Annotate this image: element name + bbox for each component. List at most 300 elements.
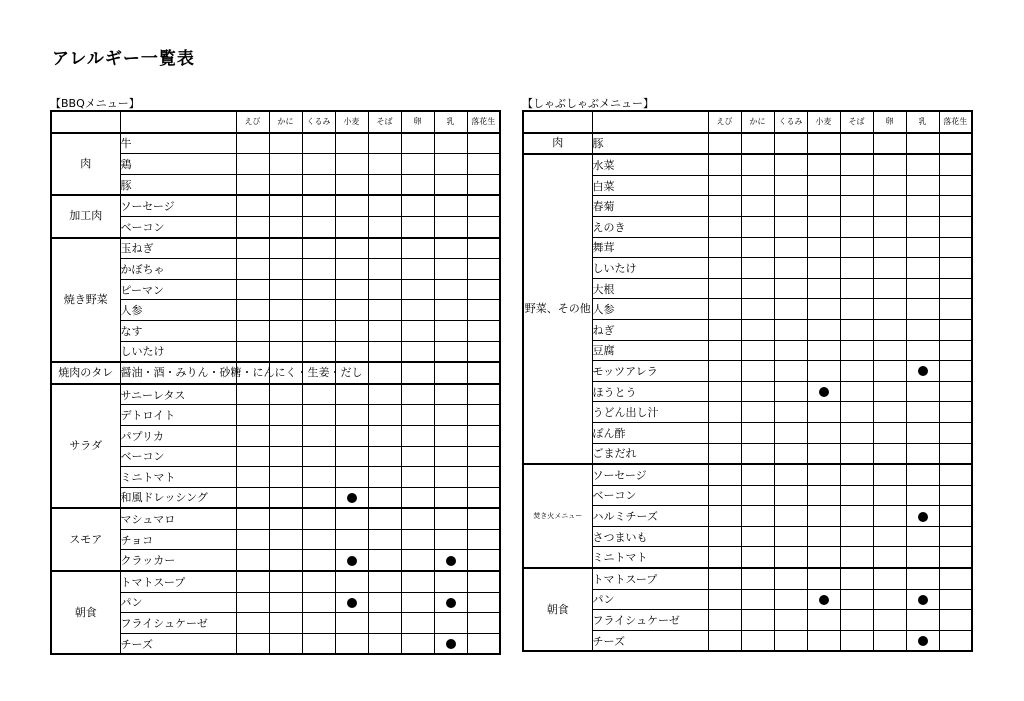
allergen-cell xyxy=(401,259,434,280)
allergen-cell xyxy=(269,633,302,654)
allergen-cell xyxy=(807,319,840,340)
allergen-dot-icon xyxy=(446,639,456,649)
allergen-cell xyxy=(236,529,269,550)
allergen-cell xyxy=(708,547,741,568)
menu-item-name: ミニトマト xyxy=(120,467,236,488)
allergen-cell xyxy=(906,196,939,217)
allergen-cell xyxy=(906,340,939,361)
menu-item-name: サニーレタス xyxy=(120,384,236,405)
allergen-cell xyxy=(807,133,840,155)
allergen-cell xyxy=(774,216,807,237)
allergen-cell xyxy=(467,508,500,529)
table-row xyxy=(51,195,500,216)
allergen-cell xyxy=(335,425,368,446)
allergen-cell xyxy=(708,568,741,589)
allergen-cell xyxy=(741,154,774,175)
allergen-cell xyxy=(368,300,401,321)
allergen-cell xyxy=(840,299,873,320)
allergen-cell xyxy=(401,174,434,195)
allergen-cell xyxy=(236,467,269,488)
allergen-cell xyxy=(335,238,368,259)
table-row xyxy=(523,464,972,485)
allergen-cell xyxy=(302,195,335,216)
allergen-cell xyxy=(269,613,302,634)
allergen-cell xyxy=(434,529,467,550)
allergen-cell xyxy=(741,340,774,361)
allergen-cell xyxy=(269,425,302,446)
allergen-cell xyxy=(906,485,939,506)
category-cell: サラダ xyxy=(51,384,120,509)
menu-item-name: 舞茸 xyxy=(592,237,708,258)
allergen-cell xyxy=(708,464,741,485)
allergen-cell xyxy=(807,610,840,631)
allergen-cell xyxy=(302,550,335,571)
menu-item-name: 醤油・酒・みりん・砂糖・にんにく・生姜・だし xyxy=(120,362,236,384)
allergen-cell xyxy=(236,154,269,175)
allergen-cell xyxy=(774,422,807,443)
allergen-cell xyxy=(774,319,807,340)
allergen-cell xyxy=(434,613,467,634)
allergen-cell xyxy=(807,175,840,196)
shabu-table-body xyxy=(523,133,972,652)
allergen-cell xyxy=(807,485,840,506)
allergen-cell xyxy=(467,467,500,488)
menu-item-name: デトロイト xyxy=(120,405,236,426)
allergen-cell xyxy=(368,425,401,446)
allergen-cell xyxy=(708,278,741,299)
allergen-cell xyxy=(939,299,972,320)
menu-item-name: 大根 xyxy=(592,278,708,299)
allergen-cell xyxy=(708,361,741,382)
allergen-cell xyxy=(741,216,774,237)
allergen-cell xyxy=(269,508,302,529)
allergen-cell xyxy=(335,613,368,634)
allergen-cell xyxy=(906,589,939,610)
menu-item-name: 人参 xyxy=(592,299,708,320)
menu-item-name: パン xyxy=(592,589,708,610)
menu-item-name: チーズ xyxy=(592,630,708,651)
allergen-cell xyxy=(840,506,873,527)
allergen-cell xyxy=(467,613,500,634)
allergen-header: くるみ xyxy=(774,111,807,133)
allergen-cell xyxy=(807,154,840,175)
allergen-cell xyxy=(840,422,873,443)
allergen-cell xyxy=(434,446,467,467)
allergen-cell xyxy=(873,278,906,299)
allergen-header: かに xyxy=(741,111,774,133)
allergen-cell xyxy=(302,613,335,634)
allergen-header: 卵 xyxy=(401,111,434,133)
allergen-cell xyxy=(774,402,807,423)
allergen-cell xyxy=(939,278,972,299)
menu-item-name: ベーコン xyxy=(120,446,236,467)
allergen-cell xyxy=(269,529,302,550)
allergen-cell xyxy=(434,592,467,613)
allergen-cell xyxy=(236,446,269,467)
allergen-header: くるみ xyxy=(302,111,335,133)
allergen-cell xyxy=(467,154,500,175)
allergen-cell xyxy=(939,464,972,485)
allergen-cell xyxy=(741,422,774,443)
allergen-cell xyxy=(939,506,972,527)
allergen-cell xyxy=(840,485,873,506)
menu-item-name: 牛 xyxy=(120,133,236,154)
menu-item-name: フライシュケーゼ xyxy=(592,610,708,631)
allergen-cell xyxy=(269,487,302,508)
allergen-cell xyxy=(434,405,467,426)
allergen-cell xyxy=(302,279,335,300)
allergen-cell xyxy=(840,319,873,340)
allergen-cell xyxy=(401,613,434,634)
allergen-cell xyxy=(741,526,774,547)
menu-item-name: ピーマン xyxy=(120,279,236,300)
allergen-cell xyxy=(741,568,774,589)
allergen-cell xyxy=(906,299,939,320)
allergen-header: 落花生 xyxy=(467,111,500,133)
allergen-cell xyxy=(368,633,401,654)
allergen-cell xyxy=(807,547,840,568)
allergen-cell xyxy=(335,633,368,654)
allergen-cell xyxy=(741,319,774,340)
menu-item-name: 水菜 xyxy=(592,154,708,175)
allergen-cell xyxy=(774,485,807,506)
allergen-cell xyxy=(401,571,434,592)
table-row xyxy=(51,133,500,154)
menu-item-name: チョコ xyxy=(120,529,236,550)
allergen-cell xyxy=(467,300,500,321)
allergen-cell xyxy=(774,443,807,464)
allergen-cell xyxy=(840,133,873,155)
allergen-cell xyxy=(774,547,807,568)
allergen-cell xyxy=(467,571,500,592)
table-row xyxy=(51,508,500,529)
allergen-cell xyxy=(401,362,434,384)
menu-item-name: ごまだれ xyxy=(592,443,708,464)
allergen-cell xyxy=(335,446,368,467)
menu-item-name: ねぎ xyxy=(592,319,708,340)
allergen-cell xyxy=(873,526,906,547)
allergen-cell xyxy=(873,381,906,402)
table-row xyxy=(51,384,500,405)
allergen-cell xyxy=(774,154,807,175)
allergen-cell xyxy=(335,154,368,175)
allergen-cell xyxy=(302,341,335,362)
allergen-cell xyxy=(368,259,401,280)
allergen-cell xyxy=(840,630,873,651)
allergen-header: 小麦 xyxy=(807,111,840,133)
allergen-cell xyxy=(741,361,774,382)
allergen-cell xyxy=(269,279,302,300)
allergen-cell xyxy=(368,341,401,362)
allergen-cell xyxy=(236,133,269,154)
allergen-cell xyxy=(401,300,434,321)
allergen-cell xyxy=(939,568,972,589)
allergen-cell xyxy=(741,278,774,299)
menu-item-name: ハルミチーズ xyxy=(592,506,708,527)
allergen-cell xyxy=(708,443,741,464)
allergen-cell xyxy=(873,340,906,361)
allergen-header: 乳 xyxy=(434,111,467,133)
item-header-cell xyxy=(120,111,236,133)
allergen-cell xyxy=(708,422,741,443)
allergen-cell xyxy=(774,630,807,651)
allergen-cell xyxy=(774,506,807,527)
allergen-cell xyxy=(269,154,302,175)
allergen-cell xyxy=(873,299,906,320)
bbq-table-body xyxy=(51,133,500,655)
menu-item-name: なす xyxy=(120,320,236,341)
allergen-header: えび xyxy=(236,111,269,133)
allergen-cell xyxy=(906,175,939,196)
allergen-cell xyxy=(939,443,972,464)
allergen-cell xyxy=(368,592,401,613)
table-row xyxy=(51,362,500,384)
allergen-cell xyxy=(939,237,972,258)
allergen-cell xyxy=(906,568,939,589)
allergen-cell xyxy=(467,425,500,446)
allergen-cell xyxy=(236,571,269,592)
allergen-cell xyxy=(467,259,500,280)
allergen-cell xyxy=(269,384,302,405)
menu-item-name: ほうとう xyxy=(592,381,708,402)
allergen-cell xyxy=(335,341,368,362)
allergen-cell xyxy=(939,133,972,155)
allergen-cell xyxy=(236,174,269,195)
allergen-cell xyxy=(840,196,873,217)
allergen-cell xyxy=(335,592,368,613)
menu-item-name: 春菊 xyxy=(592,196,708,217)
allergen-cell xyxy=(774,361,807,382)
allergen-cell xyxy=(906,216,939,237)
allergen-cell xyxy=(741,196,774,217)
allergen-cell xyxy=(335,405,368,426)
allergen-cell xyxy=(467,446,500,467)
allergen-cell xyxy=(807,258,840,279)
category-cell: 朝食 xyxy=(51,571,120,654)
allergen-cell xyxy=(807,526,840,547)
allergen-cell xyxy=(335,279,368,300)
category-cell: 加工肉 xyxy=(51,195,120,237)
allergen-cell xyxy=(807,381,840,402)
allergen-cell xyxy=(434,467,467,488)
category-cell: 焼肉のタレ xyxy=(51,362,120,384)
allergen-cell xyxy=(807,299,840,320)
allergen-cell xyxy=(741,175,774,196)
allergen-cell xyxy=(368,613,401,634)
allergen-cell xyxy=(840,526,873,547)
menu-item-name: ミニトマト xyxy=(592,547,708,568)
allergen-cell xyxy=(269,592,302,613)
allergen-cell xyxy=(236,405,269,426)
allergen-cell xyxy=(269,550,302,571)
allergen-cell xyxy=(434,174,467,195)
allergen-cell xyxy=(368,320,401,341)
allergen-cell xyxy=(467,341,500,362)
allergen-cell xyxy=(236,259,269,280)
menu-item-name: 白菜 xyxy=(592,175,708,196)
allergen-dot-icon xyxy=(347,556,357,566)
allergen-cell xyxy=(873,196,906,217)
allergen-dot-icon xyxy=(819,595,829,605)
allergen-cell xyxy=(840,589,873,610)
allergen-cell xyxy=(708,485,741,506)
allergen-dot-icon xyxy=(347,493,357,503)
allergen-cell xyxy=(873,485,906,506)
allergen-cell xyxy=(741,506,774,527)
allergen-cell xyxy=(467,529,500,550)
allergen-cell xyxy=(467,216,500,237)
allergen-cell xyxy=(741,610,774,631)
allergen-cell xyxy=(434,425,467,446)
allergen-cell xyxy=(939,422,972,443)
menu-item-name: トマトスープ xyxy=(592,568,708,589)
allergen-cell xyxy=(873,506,906,527)
allergen-header: 卵 xyxy=(873,111,906,133)
allergen-cell xyxy=(302,384,335,405)
allergen-cell xyxy=(269,446,302,467)
allergen-cell xyxy=(401,633,434,654)
allergen-cell xyxy=(708,340,741,361)
allergen-cell xyxy=(774,133,807,155)
allergen-cell xyxy=(840,216,873,237)
allergen-cell xyxy=(708,402,741,423)
allergen-dot-icon xyxy=(918,366,928,376)
allergen-cell xyxy=(302,446,335,467)
allergen-cell xyxy=(873,402,906,423)
allergen-cell xyxy=(906,526,939,547)
menu-item-name: うどん出し汁 xyxy=(592,402,708,423)
allergen-dot-icon xyxy=(446,598,456,608)
menu-item-name: えのき xyxy=(592,216,708,237)
allergen-cell xyxy=(708,610,741,631)
allergen-cell xyxy=(368,195,401,216)
allergen-cell xyxy=(906,319,939,340)
menu-item-name: 人参 xyxy=(120,300,236,321)
allergen-cell xyxy=(840,237,873,258)
allergen-cell xyxy=(269,174,302,195)
allergen-cell xyxy=(873,630,906,651)
allergen-cell xyxy=(269,238,302,259)
allergen-cell xyxy=(873,154,906,175)
allergen-header: そば xyxy=(840,111,873,133)
allergen-cell xyxy=(840,175,873,196)
menu-item-name: ベーコン xyxy=(592,485,708,506)
allergen-cell xyxy=(467,550,500,571)
allergen-cell xyxy=(873,547,906,568)
menu-item-name: モッツアレラ xyxy=(592,361,708,382)
allergen-cell xyxy=(840,568,873,589)
allergen-cell xyxy=(774,381,807,402)
allergen-cell xyxy=(434,238,467,259)
menu-item-name: しいたけ xyxy=(592,258,708,279)
allergen-cell xyxy=(401,425,434,446)
allergen-cell xyxy=(741,589,774,610)
allergen-cell xyxy=(401,508,434,529)
allergen-cell xyxy=(708,589,741,610)
allergen-cell xyxy=(467,133,500,154)
allergen-cell xyxy=(269,405,302,426)
allergen-cell xyxy=(741,381,774,402)
allergen-cell xyxy=(269,300,302,321)
allergen-cell xyxy=(368,384,401,405)
allergen-cell xyxy=(434,320,467,341)
allergen-cell xyxy=(236,238,269,259)
menu-item-name: 豆腐 xyxy=(592,340,708,361)
allergen-cell xyxy=(236,195,269,216)
allergen-cell xyxy=(939,485,972,506)
allergen-cell xyxy=(741,464,774,485)
menu-item-name: パプリカ xyxy=(120,425,236,446)
allergen-cell xyxy=(434,487,467,508)
allergen-cell xyxy=(401,320,434,341)
allergen-cell xyxy=(401,467,434,488)
allergen-cell xyxy=(368,487,401,508)
category-cell: 肉 xyxy=(51,133,120,196)
allergen-cell xyxy=(335,487,368,508)
category-cell: 朝食 xyxy=(523,568,592,651)
allergen-cell xyxy=(906,133,939,155)
allergen-cell xyxy=(840,464,873,485)
allergen-cell xyxy=(302,174,335,195)
allergen-cell xyxy=(906,464,939,485)
allergen-cell xyxy=(368,133,401,154)
menu-item-name: ベーコン xyxy=(120,216,236,237)
allergen-cell xyxy=(269,571,302,592)
allergen-cell xyxy=(236,508,269,529)
allergen-cell xyxy=(401,592,434,613)
allergen-cell xyxy=(302,633,335,654)
allergen-cell xyxy=(368,238,401,259)
header-row xyxy=(523,111,972,133)
allergen-header: えび xyxy=(708,111,741,133)
allergen-cell xyxy=(434,279,467,300)
allergen-cell xyxy=(807,237,840,258)
allergen-cell xyxy=(774,258,807,279)
menu-item-name: クラッカー xyxy=(120,550,236,571)
allergen-dot-icon xyxy=(819,387,829,397)
allergen-cell xyxy=(467,195,500,216)
allergen-cell xyxy=(236,592,269,613)
allergen-cell xyxy=(401,384,434,405)
allergen-cell xyxy=(807,340,840,361)
allergen-cell xyxy=(335,195,368,216)
allergen-cell xyxy=(939,610,972,631)
allergen-cell xyxy=(302,320,335,341)
category-header-cell xyxy=(523,111,592,133)
allergen-cell xyxy=(302,467,335,488)
allergen-cell xyxy=(840,278,873,299)
category-cell: スモア xyxy=(51,508,120,571)
allergen-cell xyxy=(302,405,335,426)
allergen-cell xyxy=(401,133,434,154)
allergen-cell xyxy=(873,319,906,340)
allergen-cell xyxy=(467,279,500,300)
allergen-cell xyxy=(840,340,873,361)
allergen-cell xyxy=(302,571,335,592)
category-cell: 肉 xyxy=(523,133,592,155)
allergen-cell xyxy=(302,259,335,280)
allergen-cell xyxy=(368,529,401,550)
allergen-cell xyxy=(939,526,972,547)
allergen-cell xyxy=(236,320,269,341)
allergen-cell xyxy=(939,630,972,651)
allergen-cell xyxy=(807,464,840,485)
allergen-cell xyxy=(939,258,972,279)
allergen-cell xyxy=(741,547,774,568)
table-row xyxy=(51,238,500,259)
allergen-cell xyxy=(401,446,434,467)
allergen-cell xyxy=(434,341,467,362)
